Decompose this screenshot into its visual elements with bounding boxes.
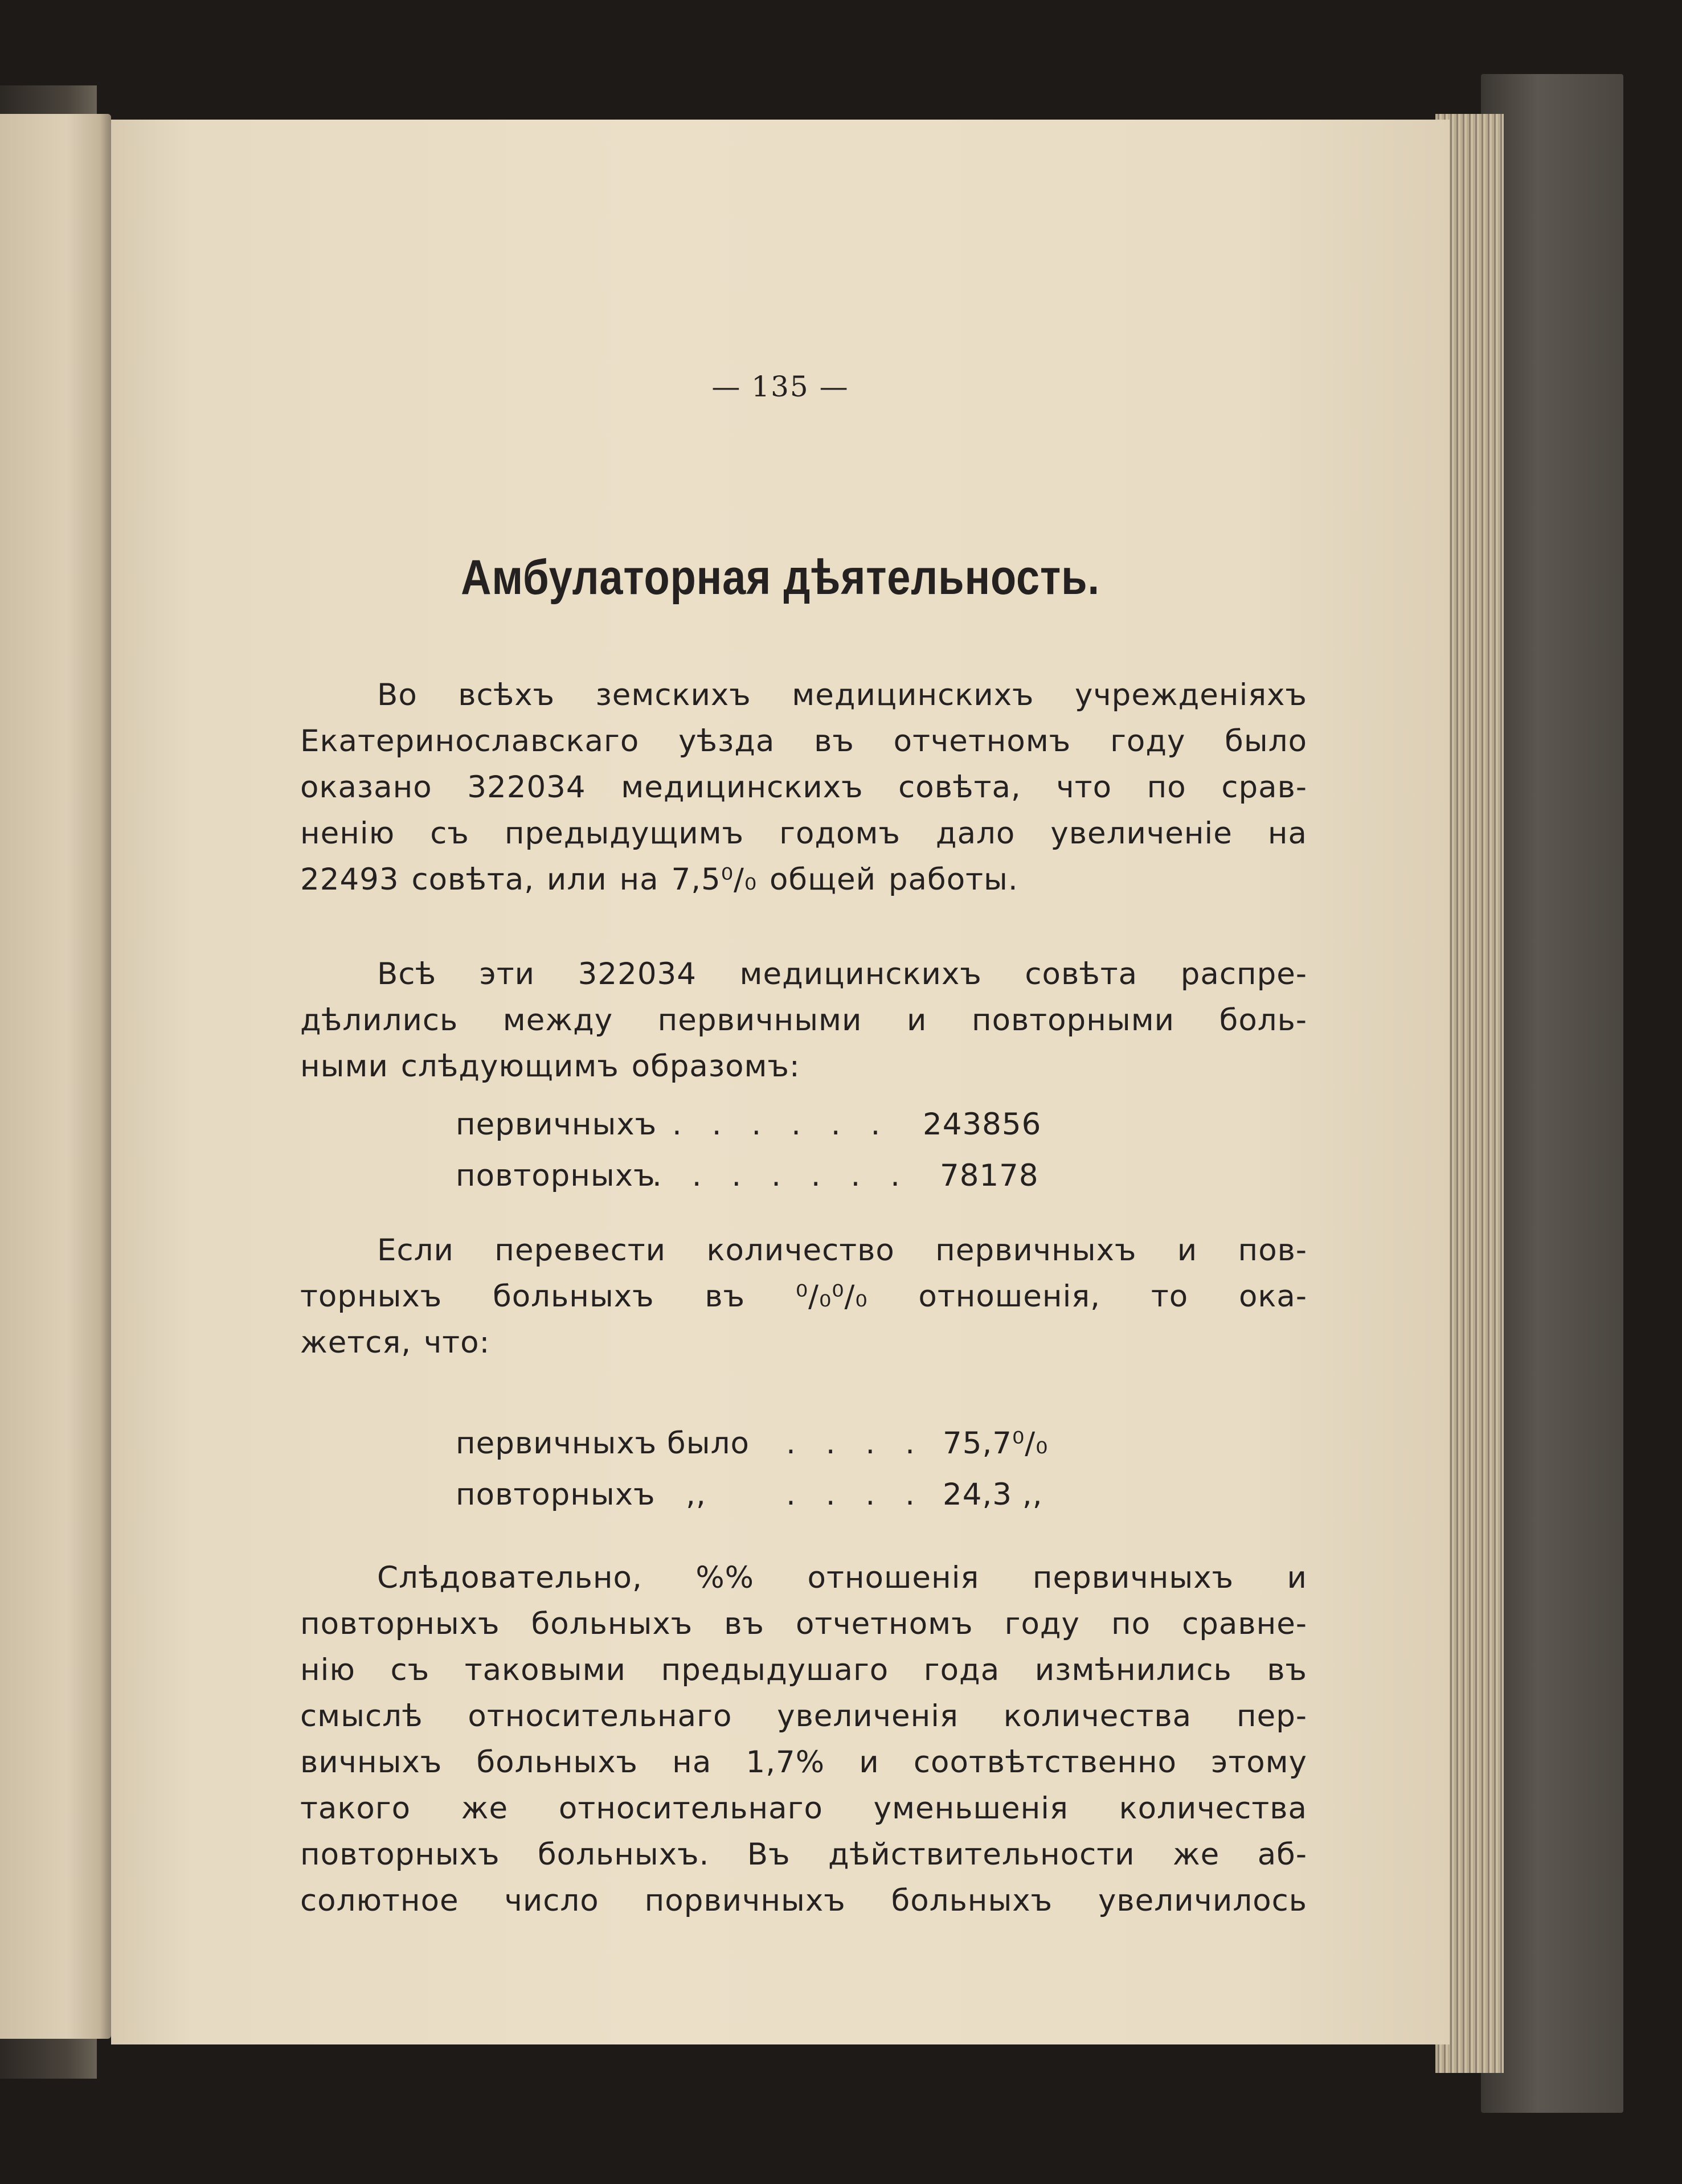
paragraph-line: 22493 совѣта, или на 7,5⁰/₀ общей работы. xyxy=(300,862,1018,897)
row-value: 24,3 ,, xyxy=(943,1477,1043,1512)
paragraph-line: повторныхъ больныхъ. Въ дѣйствительности же аб- xyxy=(300,1837,1307,1872)
paragraph-line: вичныхъ больныхъ на 1,7% и соотвѣтственно этому xyxy=(300,1745,1307,1780)
paragraph-line: повторныхъ больныхъ въ отчетномъ году по сравне- xyxy=(300,1607,1307,1641)
paragraph-line: жется, что: xyxy=(300,1325,490,1360)
table-row xyxy=(456,1472,1196,1518)
paragraph-line: оказано 322034 медицинскихъ совѣта, что по срав- xyxy=(300,770,1307,805)
row-leader: . . . . xyxy=(786,1477,925,1512)
page-number: — 135 — xyxy=(711,370,849,403)
row-value: 75,7⁰/₀ xyxy=(943,1426,1049,1461)
paragraph-line: Если перевести количество первичныхъ и пов- xyxy=(377,1233,1307,1268)
paragraph-line: Екатеринославскаго уѣзда въ отчетномъ году было xyxy=(300,724,1307,759)
paragraph-line: солютное число порвичныхъ больныхъ увеличилось xyxy=(300,1883,1307,1918)
row-label: первичныхъ xyxy=(456,1107,657,1142)
row-leader: . . . . xyxy=(786,1426,925,1461)
paragraph-3 xyxy=(300,1227,1307,1366)
paragraph-line: торныхъ больныхъ въ ⁰/₀⁰/₀ отношенiя, то ока- xyxy=(300,1279,1307,1314)
row-value: 78178 xyxy=(940,1158,1039,1193)
row-label: повторныхъ xyxy=(456,1158,656,1193)
table-row xyxy=(456,1421,1196,1466)
row-leader: . . . . . . xyxy=(672,1107,891,1142)
row-value: 243856 xyxy=(923,1107,1042,1142)
paragraph-1 xyxy=(300,672,1307,903)
paragraph-4 xyxy=(300,1555,1307,1924)
book-page xyxy=(111,120,1450,2044)
paragraph-line: нiю съ таковыми предыдушаго года измѣнились въ xyxy=(300,1653,1307,1687)
row-label: повторныхъ ,, xyxy=(456,1477,706,1512)
table-row xyxy=(456,1153,1196,1199)
paragraph-line: Всѣ эти 322034 медицинскихъ совѣта распре- xyxy=(377,957,1307,991)
paragraph-2 xyxy=(300,951,1307,1089)
section-heading: Амбулаторная дѣятельность. xyxy=(461,550,1100,605)
row-label: первичныхъ было xyxy=(456,1426,750,1461)
table-row xyxy=(456,1102,1196,1148)
paragraph-line: ными слѣдующимъ образомъ: xyxy=(300,1049,800,1084)
paragraph-line: дѣлились между первичными и повторными боль- xyxy=(300,1003,1307,1038)
paragraph-line: такого же относительнаго уменьшенiя количества xyxy=(300,1791,1307,1826)
paragraph-line: ненiю съ предыдущимъ годомъ дало увеличенiе на xyxy=(300,816,1307,851)
paragraph-line: Во всѣхъ земскихъ медицинскихъ учрежденiяхъ xyxy=(377,678,1307,712)
paragraph-line: смыслѣ относительнаго увеличенiя количества пер- xyxy=(300,1699,1307,1734)
left-page-edge xyxy=(0,114,111,2039)
paragraph-line: Слѣдовательно, %% отношенiя первичныхъ и xyxy=(377,1560,1307,1595)
row-leader: . . . . . . . xyxy=(652,1158,911,1193)
